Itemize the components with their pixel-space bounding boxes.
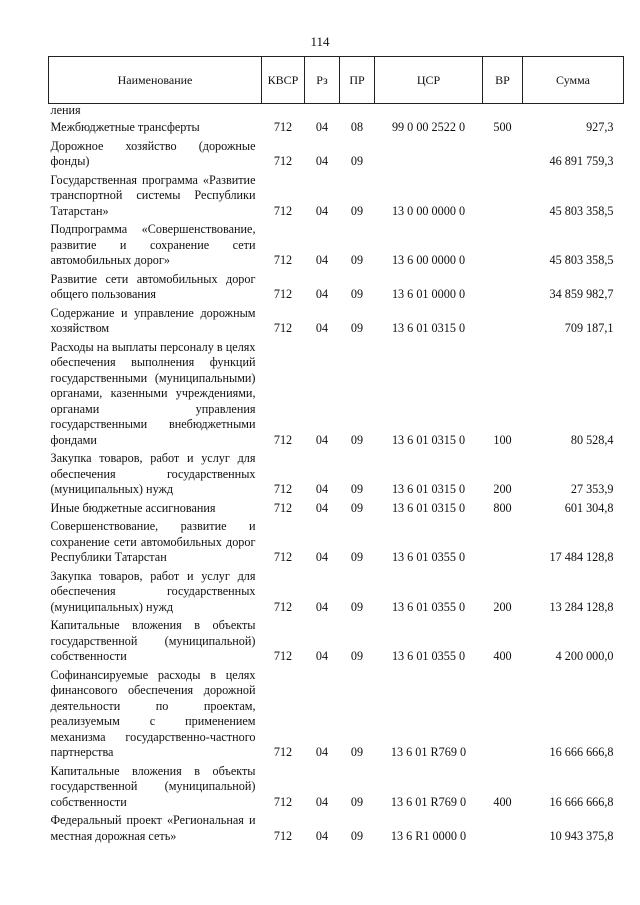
cell-kvsr: 712 (273, 321, 293, 335)
cell-vr (483, 516, 523, 566)
table-row (49, 269, 624, 303)
cell-pr: 09 (350, 321, 364, 335)
header-name: Наименование (49, 57, 262, 104)
cell-csr: 99 0 00 2522 0 (391, 120, 466, 134)
cell-sum: 4 200 000,0 (555, 649, 614, 663)
cell-kvsr: 712 (273, 482, 293, 496)
cell-sum: 16 666 666,8 (549, 794, 614, 809)
cell-pr: 09 (350, 794, 364, 809)
cell-rz: 04 (315, 828, 329, 843)
continuation-row (49, 104, 624, 118)
header-sum: Сумма (523, 57, 624, 104)
cell-name: Закупка товаров, работ и услуг для обеспечения государственных (муниципальных) нужд (50, 451, 256, 496)
cell-sum: 601 304,8 (564, 500, 614, 515)
table-row (49, 761, 624, 811)
cell-name: Межбюджетные трансферты (50, 120, 200, 134)
cell-pr: 09 (350, 482, 364, 496)
cell-rz: 04 (315, 287, 329, 301)
cell-csr: 13 6 01 0000 0 (391, 287, 466, 301)
cell-vr (483, 219, 523, 269)
cell-rz: 04 (315, 794, 329, 809)
table-row (49, 117, 624, 136)
cell-vr (483, 269, 523, 303)
cell-vr: 400 (493, 794, 512, 809)
cell-pr: 09 (350, 745, 364, 759)
cell-name: Расходы на выплаты персоналу в целях обеспечения выполнения функций государственными (муниципальными) органами, казенными учреждениями, органами управления государственными внебюджетными фондами (50, 339, 256, 447)
cell-rz: 04 (315, 203, 329, 218)
cell-kvsr: 712 (273, 287, 293, 301)
cell-csr: 13 6 00 0000 0 (391, 253, 466, 267)
cell-vr (483, 303, 523, 337)
cell-csr (375, 136, 483, 170)
cell-vr: 200 (493, 599, 512, 614)
cell-sum: 709 187,1 (564, 321, 614, 335)
cell-vr: 800 (493, 500, 512, 515)
cell-vr: 100 (493, 432, 512, 447)
cell-sum: 13 284 128,8 (549, 599, 614, 614)
header-csr: ЦСР (375, 57, 483, 104)
cell-csr: 13 6 01 R769 0 (390, 794, 467, 809)
cell-vr (483, 810, 523, 844)
cell-name: Закупка товаров, работ и услуг для обеспечения государственных (муниципальных) нужд (50, 568, 256, 614)
cell-csr: 13 6 01 0315 0 (391, 500, 466, 515)
cell-pr: 08 (350, 120, 364, 134)
cell-pr: 09 (350, 550, 364, 564)
table-row (49, 516, 624, 566)
cell-kvsr: 712 (273, 649, 293, 663)
cell-name: Иные бюджетные ассигнования (50, 500, 216, 515)
cell-vr (483, 665, 523, 761)
cell-pr: 09 (350, 828, 364, 843)
cell-sum: 45 803 358,5 (549, 203, 614, 218)
cell-name: Федеральный проект «Региональная и местная дорожная сеть» (50, 813, 256, 843)
cell-kvsr: 712 (273, 120, 293, 134)
cell-csr: 13 6 01 0315 0 (391, 482, 466, 496)
cell-rz: 04 (315, 120, 329, 134)
table-row (49, 136, 624, 170)
cell-kvsr: 712 (273, 500, 293, 515)
cell-rz: 04 (315, 154, 329, 168)
table-row (49, 810, 624, 844)
cell-name: Содержание и управление дорожным хозяйством (50, 305, 256, 335)
cell-kvsr: 712 (273, 154, 293, 168)
cell-rz: 04 (315, 500, 329, 515)
cell-sum: 27 353,9 (570, 482, 614, 496)
cell-kvsr: 712 (273, 794, 293, 809)
cell-name: Государственная программа «Развитие транспортной системы Республики Татарстан» (50, 172, 256, 218)
cell-vr: 400 (493, 649, 512, 663)
table-body (49, 104, 624, 845)
header-pr: ПР (340, 57, 375, 104)
cell-rz: 04 (315, 745, 329, 759)
cell-csr: 13 6 01 0315 0 (391, 321, 466, 335)
cell-sum: 46 891 759,3 (549, 154, 614, 168)
cell-rz: 04 (315, 321, 329, 335)
cell-sum: 16 666 666,8 (549, 745, 614, 759)
header-rz: Рз (305, 57, 340, 104)
table-row (49, 498, 624, 517)
table-row (49, 337, 624, 449)
table-row (49, 303, 624, 337)
cell-rz: 04 (315, 432, 329, 447)
table-header (49, 57, 624, 104)
cell-sum: 34 859 982,7 (549, 287, 614, 301)
header-vr: ВР (483, 57, 523, 104)
cell-pr: 09 (350, 253, 364, 267)
cell-pr: 09 (350, 500, 364, 515)
cell-name: Капитальные вложения в объекты государственной (муниципальной) собственности (50, 618, 256, 663)
cell-csr: 13 0 00 0000 0 (391, 203, 466, 218)
cell-sum: 10 943 375,8 (549, 828, 614, 843)
cell-sum: 80 528,4 (570, 432, 614, 447)
cell-pr: 09 (350, 649, 364, 663)
cell-rz: 04 (315, 253, 329, 267)
table-row (49, 170, 624, 220)
cell-kvsr: 712 (273, 203, 293, 218)
cell-vr (483, 136, 523, 170)
header-kvsr: КВСР (262, 57, 305, 104)
cell-csr: 13 6 01 0355 0 (391, 649, 466, 663)
cell-name: Дорожное хозяйство (дорожные фонды) (50, 138, 256, 168)
cell-csr: 13 6 01 0315 0 (391, 432, 466, 447)
cell-csr: 13 6 R1 0000 0 (390, 828, 467, 843)
cell-pr: 09 (350, 432, 364, 447)
cell-kvsr: 712 (273, 745, 293, 759)
cell-rz: 04 (315, 482, 329, 496)
cell-rz: 04 (315, 550, 329, 564)
cell-csr: 13 6 01 0355 0 (391, 599, 466, 614)
cell-name: Развитие сети автомобильных дорог общего пользования (50, 271, 256, 301)
budget-table (48, 56, 624, 844)
cell-sum: 927,3 (586, 120, 614, 134)
table-row (49, 448, 624, 498)
cell-vr: 200 (493, 482, 512, 496)
cell-kvsr: 712 (273, 828, 293, 843)
cell-kvsr: 712 (273, 432, 293, 447)
cell-csr: 13 6 01 0355 0 (391, 550, 466, 564)
cell-name: Подпрограмма «Совершенствование, развитие и сохранение сети автомобильных дорог» (50, 222, 256, 267)
cell-pr: 09 (350, 287, 364, 301)
cell-rz: 04 (315, 649, 329, 663)
cell-rz: 04 (315, 599, 329, 614)
cell-pr: 09 (350, 154, 364, 168)
cell-name: Совершенствование, развитие и сохранение сети автомобильных дорог Республики Татарстан (50, 519, 256, 564)
page-number: 114 (310, 34, 330, 49)
cell-kvsr: 712 (273, 550, 293, 564)
cell-csr: 13 6 01 R769 0 (390, 745, 467, 759)
cell-kvsr: 712 (273, 253, 293, 267)
cell-name: Софинансируемые расходы в целях финансового обеспечения дорожной деятельности по проектам, реализуемым с применением механизма государственно-частного партнерства (50, 667, 256, 759)
cell-pr: 09 (350, 203, 364, 218)
table-row (49, 615, 624, 665)
cell-vr (483, 170, 523, 220)
continuation-text: ления (50, 103, 81, 117)
cell-name: Капитальные вложения в объекты государственной (муниципальной) собственности (50, 763, 256, 809)
table-row (49, 566, 624, 616)
cell-vr: 500 (493, 120, 512, 134)
cell-sum: 45 803 358,5 (549, 253, 614, 267)
table-row (49, 665, 624, 761)
cell-kvsr: 712 (273, 599, 293, 614)
table-row (49, 219, 624, 269)
cell-sum: 17 484 128,8 (549, 550, 614, 564)
cell-pr: 09 (350, 599, 364, 614)
